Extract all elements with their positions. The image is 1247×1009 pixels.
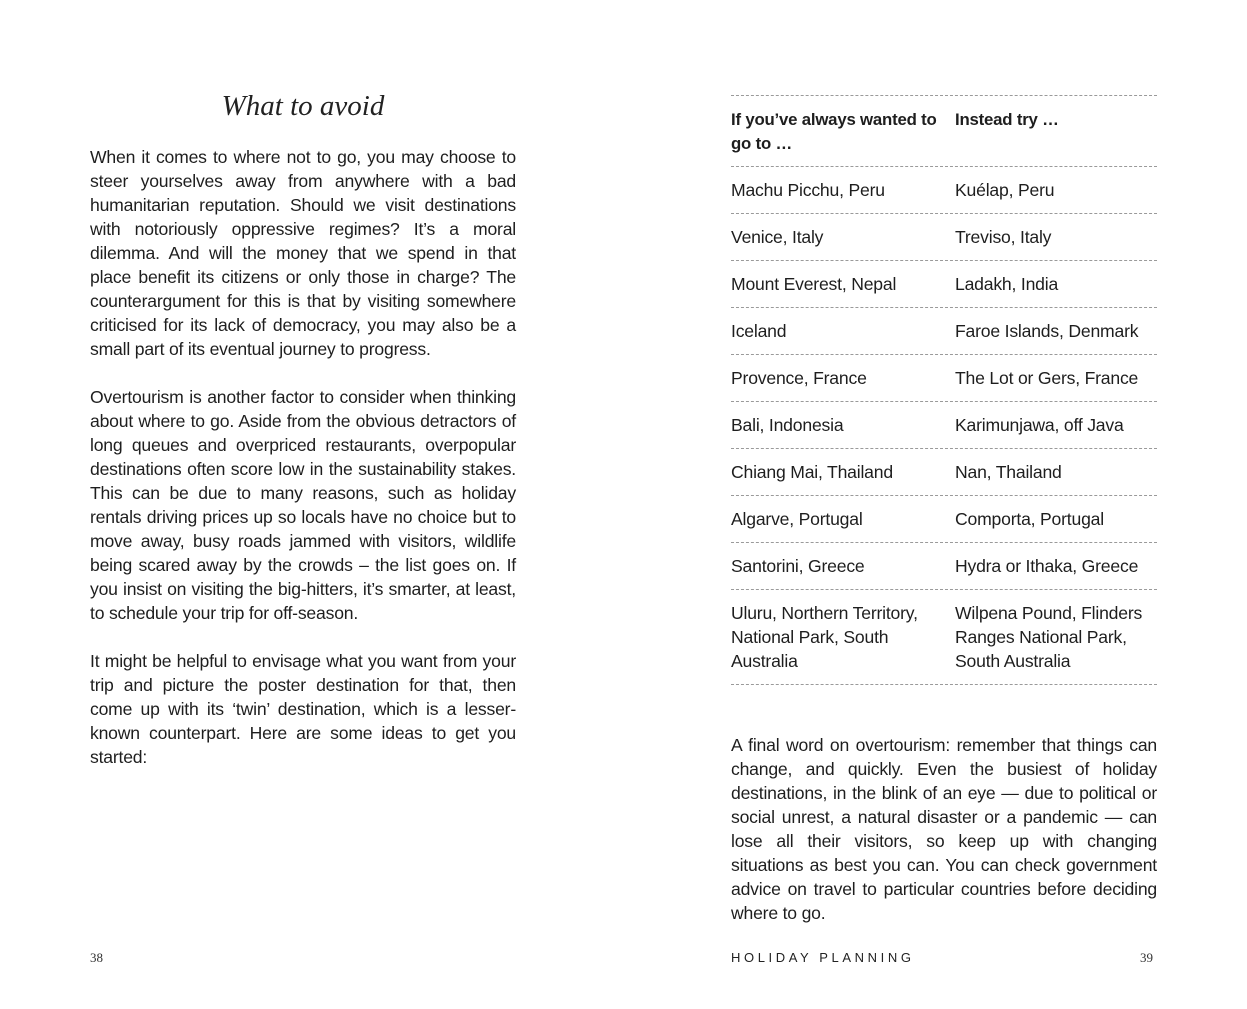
table-row	[731, 261, 1157, 308]
alternative-destination: Treviso, Italy	[955, 227, 1052, 247]
table-row	[731, 543, 1157, 590]
popular-destination: Venice, Italy	[731, 227, 824, 247]
table-row	[731, 167, 1157, 214]
page-number-left: 38	[90, 950, 103, 965]
alternative-destination: Faroe Islands, Denmark	[955, 321, 1139, 341]
popular-destination: Iceland	[731, 321, 787, 341]
table-row	[731, 590, 1157, 685]
destination-alternatives-table	[731, 95, 1157, 685]
header-instead-try: Instead try …	[955, 110, 1059, 129]
table-row	[731, 308, 1157, 355]
alternative-destination: Karimunjawa, off Java	[955, 415, 1124, 435]
popular-destination: Bali, Indonesia	[731, 415, 844, 435]
popular-destination: Machu Picchu, Peru	[731, 180, 885, 200]
table-row	[731, 496, 1157, 543]
paragraph-twin-destination: It might be helpful to envisage what you want from your trip and picture the poster destination for that, then come up with its ‘twin’ destination, which is a lesser-known counterpart. Here are some ideas to get you started:	[90, 651, 516, 767]
alternative-destination: Kuélap, Peru	[955, 180, 1055, 200]
table-row	[731, 449, 1157, 496]
popular-destination: Santorini, Greece	[731, 556, 865, 576]
table-row	[731, 402, 1157, 449]
popular-destination: Provence, France	[731, 368, 867, 388]
paragraph-final-word: A final word on overtourism: remember that things can change, and quickly. Even the busiest of holiday destinations, in the blink of an eye — due to political or social unrest, a natural disaster or a pandemic — can lose all their visitors, so keep up with changing situations as best you can. You can check government advice on travel to particular countries before deciding where to go.	[731, 735, 1157, 923]
popular-destination: Uluru, Northern Territory, National Park, South Australia	[731, 603, 918, 671]
alternative-destination: The Lot or Gers, France	[955, 368, 1139, 388]
left-page	[0, 0, 623, 1009]
section-heading: What to avoid	[221, 90, 385, 122]
table-header-row	[731, 96, 1157, 167]
popular-destination: Algarve, Portugal	[731, 509, 863, 529]
paragraph-overtourism: Overtourism is another factor to consider when thinking about where to go. Aside from the obvious detractors of long queues and overpriced restaurants, overpopular destinations often score low in the sustainability stakes. This can be due to many reasons, such as holiday rentals driving prices up so locals have no choice but to move away, busy roads jammed with visitors, wildlife being scared away by the crowds – the list goes on. If you insist on visiting the big-hitters, it’s smarter, at least, to schedule your trip for off-season.	[90, 387, 516, 623]
header-always-wanted: If you’ve always wanted to go to …	[731, 110, 937, 153]
alternative-destination: Ladakh, India	[955, 274, 1059, 294]
page-number-right: 39	[1140, 950, 1153, 965]
alternative-destination: Comporta, Portugal	[955, 509, 1104, 529]
table-row	[731, 214, 1157, 261]
paragraph-humanitarian: When it comes to where not to go, you may choose to steer yourselves away from anywhere with a bad humanitarian reputation. Should we visit destinations with notoriously oppressive regimes? It’s a moral dilemma. And will the money that we spend in that place benefit its citizens or only those in charge? The counterargument for this is that by visiting somewhere criticised for its lack of democracy, you may also be a small part of its eventual journey to progress.	[90, 147, 516, 359]
running-head: HOLIDAY PLANNING	[731, 950, 915, 965]
alternative-destination: Nan, Thailand	[955, 462, 1062, 482]
alternative-destination: Hydra or Ithaka, Greece	[955, 556, 1139, 576]
right-page	[623, 0, 1247, 1009]
popular-destination: Mount Everest, Nepal	[731, 274, 897, 294]
alternative-destination: Wilpena Pound, Flinders Ranges National Park, South Australia	[955, 603, 1143, 671]
table-row	[731, 355, 1157, 402]
popular-destination: Chiang Mai, Thailand	[731, 462, 893, 482]
